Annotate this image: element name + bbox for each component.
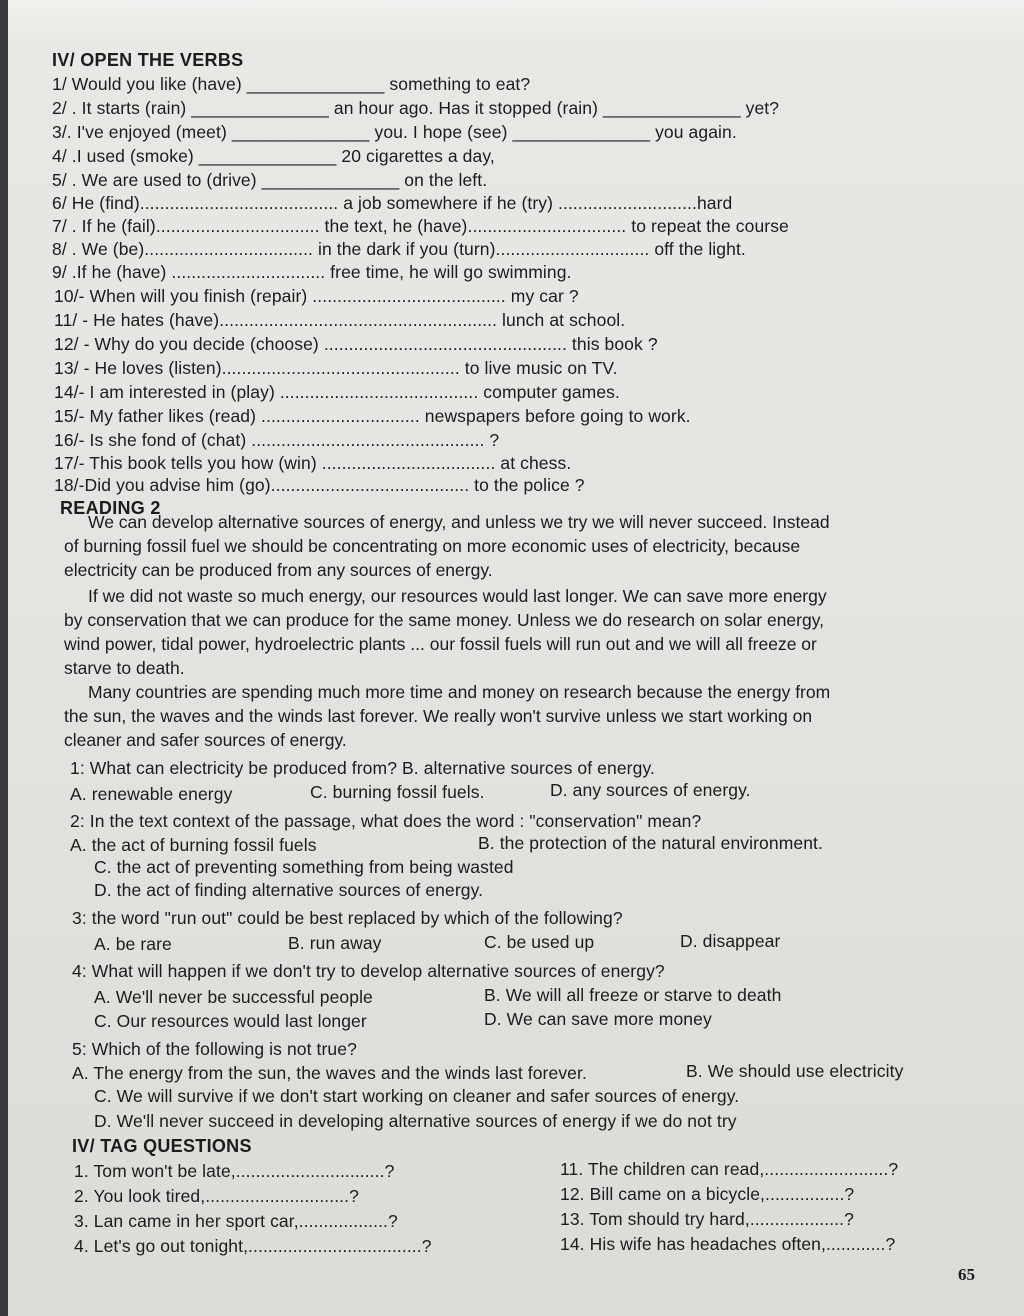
answer-option: C. the act of preventing something from being wasted (94, 857, 514, 877)
page-number: 65 (958, 1265, 975, 1284)
verb-item: 18/-Did you advise him (go)........................................ to the police ? (54, 475, 585, 495)
paragraph-line: We can develop alternative sources of energy, and unless we try we will never succeed. Instead (88, 512, 830, 532)
answer-option: A. We'll never be successful people (94, 987, 373, 1007)
verb-item: 11/ - He hates (have)........................................................ lunch at school. (54, 310, 626, 330)
answer-option: D. any sources of energy. (550, 780, 751, 800)
answer-option: A. renewable energy (70, 784, 233, 804)
question-1: 1: What can electricity be produced from? B. alternative sources of energy. (70, 758, 655, 778)
paragraph-line: cleaner and safer sources of energy. (64, 730, 347, 750)
verb-item: 8/ . We (be).................................. in the dark if you (turn)............................... off the light. (52, 239, 746, 259)
tag-question-item: 4. Let's go out tonight,...................................? (74, 1236, 432, 1256)
paragraph-line: Many countries are spending much more time and money on research because the energy from (88, 682, 831, 702)
answer-option: B. We will all freeze or starve to death (484, 985, 782, 1005)
answer-option: D. We can save more money (484, 1009, 712, 1029)
answer-option: C. We will survive if we don't start working on cleaner and safer sources of energy. (94, 1086, 740, 1106)
paragraph-line: starve to death. (64, 658, 185, 678)
verb-item: 6/ He (find)........................................ a job somewhere if he (try) ............................hard (52, 193, 733, 213)
tag-question-item: 3. Lan came in her sport car,..................? (74, 1211, 398, 1231)
answer-option: A. The energy from the sun, the waves and the winds last forever. (72, 1063, 587, 1083)
reading-paragraph-2 (64, 584, 964, 680)
tag-question-item: 11. The children can read,.........................? (560, 1159, 899, 1179)
verb-item: 9/ .If he (have) ............................... free time, he will go swimming. (52, 262, 572, 282)
tag-question-item: 2. You look tired,.............................? (74, 1186, 359, 1206)
verb-item: 10/- When will you finish (repair) ....................................... my car ? (54, 286, 579, 306)
answer-option: A. be rare (94, 934, 172, 954)
verb-item: 3/. I've enjoyed (meet) ______________ you. I hope (see) ______________ you again. (52, 122, 737, 142)
verb-item: 2/ . It starts (rain) ______________ an hour ago. Has it stopped (rain) ______________ yet? (52, 98, 780, 118)
question-3: 3: the word "run out" could be best replaced by which of the following? (72, 908, 623, 928)
tag-question-item: 13. Tom should try hard,...................? (560, 1209, 854, 1229)
answer-option: D. disappear (680, 931, 781, 951)
verbs-section-title: IV/ OPEN THE VERBS (52, 50, 244, 70)
verb-item: 15/- My father likes (read) ................................ newspapers before going to work. (54, 406, 691, 426)
question-4: 4: What will happen if we don't try to develop alternative sources of energy? (72, 961, 665, 981)
paragraph-line: by conservation that we can produce for the same money. Unless we do research on solar energy, (64, 610, 825, 630)
tag-question-item: 12. Bill came on a bicycle,................? (560, 1184, 855, 1204)
paragraph-line: wind power, tidal power, hydroelectric plants ... our fossil fuels will run out and we will all freeze or (64, 634, 817, 654)
paragraph-line: of burning fossil fuel we should be concentrating on more economic uses of electricity, because (64, 536, 801, 556)
answer-option: B. run away (288, 933, 382, 953)
answer-option: C. be used up (484, 932, 595, 952)
verb-item: 17/- This book tells you how (win) ................................... at chess. (54, 453, 572, 473)
answer-option: C. burning fossil fuels. (310, 782, 485, 802)
answer-option: B. We should use electricity (686, 1061, 904, 1081)
answer-option: C. Our resources would last longer (94, 1011, 367, 1031)
verb-item: 5/ . We are used to (drive) ______________ on the left. (52, 170, 488, 190)
verb-item: 14/- I am interested in (play) ........................................ computer games. (54, 382, 620, 402)
answer-option: D. We'll never succeed in developing alternative sources of energy if we do not try (94, 1111, 737, 1131)
question-5: 5: Which of the following is not true? (72, 1039, 357, 1059)
verb-item: 12/ - Why do you decide (choose) ................................................. this book ? (54, 334, 658, 354)
answer-option: D. the act of finding alternative sources of energy. (94, 880, 484, 900)
verb-item: 13/ - He loves (listen)................................................ to live music on TV. (54, 358, 618, 378)
tag-questions-title: IV/ TAG QUESTIONS (72, 1136, 252, 1156)
answer-option: B. the protection of the natural environment. (478, 833, 823, 853)
reading-paragraph-1 (64, 510, 964, 582)
paragraph-line: the sun, the waves and the winds last forever. We really won't survive unless we start working on (64, 706, 813, 726)
verb-item: 7/ . If he (fail)................................. the text, he (have)................................ to repeat the course (52, 216, 789, 236)
reading-paragraph-3 (64, 680, 964, 752)
paragraph-line: electricity can be produced from any sources of energy. (64, 560, 493, 580)
answer-option: A. the act of burning fossil fuels (70, 835, 317, 855)
reading-section-title: READING 2 (60, 498, 161, 518)
page-top-margin (8, 0, 1024, 46)
verb-item: 4/ .I used (smoke) ______________ 20 cigarettes a day, (52, 146, 495, 166)
tag-question-item: 14. His wife has headaches often,............? (560, 1234, 896, 1254)
question-2: 2: In the text context of the passage, what does the word : "conservation" mean? (70, 811, 702, 831)
verb-item: 16/- Is she fond of (chat) ............................................... ? (54, 430, 500, 450)
worksheet-page (8, 0, 1024, 1316)
verb-item: 1/ Would you like (have) ______________ something to eat? (52, 74, 531, 94)
tag-question-item: 1. Tom won't be late,..............................? (74, 1161, 395, 1181)
paragraph-line: If we did not waste so much energy, our resources would last longer. We can save more energy (88, 586, 827, 606)
